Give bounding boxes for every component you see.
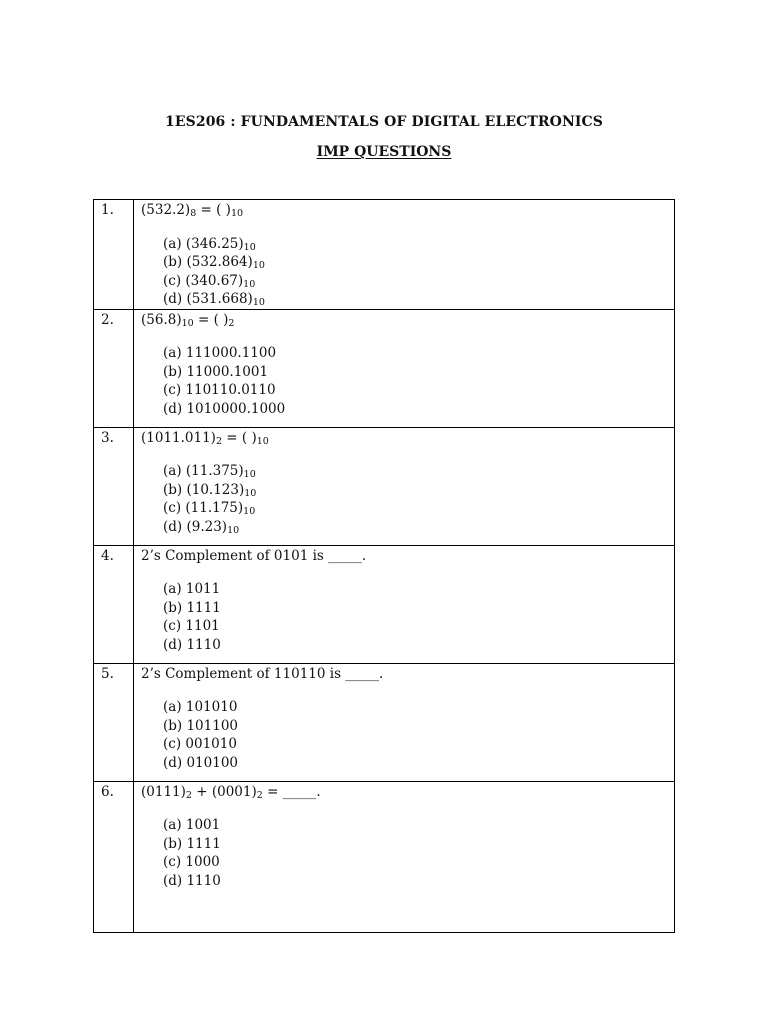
option-a: (a) $(346.25)_{10}$ [163,235,256,253]
questions-table [93,199,675,933]
option-a: (a) 101010 [163,699,238,715]
option-d: (d) 1110 [163,636,221,653]
question-stem: $(1011.011)_2$ = ( )$_{10}$ [141,429,269,447]
question-body [134,200,675,310]
option-a: (a) 1011 [163,581,221,597]
option-a: (a) 1001 [163,817,221,833]
option-c: (c) 1101 [163,618,220,634]
option-d: (d) $(9.23)_{10}$ [163,518,240,536]
document-title: 1ES206 : FUNDAMENTALS OF DIGITAL ELECTRONICS [165,114,603,130]
question-stem: 2’s Complement of 110110 is _____. [141,665,384,682]
question-body [134,309,675,427]
option-d: (d) $(531.668)_{10}$ [163,291,265,308]
question-row [94,427,675,545]
option-b: (b) $(532.864)_{10}$ [163,254,265,271]
document-subtitle [0,144,768,160]
question-row [94,545,675,663]
question-number: 4. [94,545,134,663]
question-body [134,545,675,663]
question-body [134,663,675,781]
question-row [94,200,675,310]
question-stem: $(56.8)_{10}$ = ( )$_2$ [141,311,235,329]
question-row [94,309,675,427]
question-row [94,663,675,781]
option-b: (b) $(10.123)_{10}$ [163,481,257,499]
question-stem: $(0111)_2 + (0001)_2$ = _____. [141,783,321,801]
question-number: 6. [94,781,134,932]
option-c: (c) 110110.0110 [163,382,276,398]
question-stem: $(532.2)_8$ = ( )$_{10}$ [141,202,244,219]
question-number: 3. [94,427,134,545]
question-number: 5. [94,663,134,781]
question-body [134,781,675,932]
option-a: (a) 111000.1100 [163,345,277,361]
option-c: (c) 1000 [163,854,220,870]
question-number: 1. [94,200,134,310]
option-d: (d) 1010000.1000 [163,400,286,417]
option-c: (c) $(11.175)_{10}$ [163,500,256,517]
question-body [134,427,675,545]
option-b: (b) 1111 [163,835,221,852]
option-c: (c) 001010 [163,736,237,752]
option-b: (b) 101100 [163,717,239,734]
option-b: (b) 1111 [163,599,221,616]
option-b: (b) 11000.1001 [163,363,269,380]
subtitle-text: IMP QUESTIONS [316,144,452,160]
option-c: (c) $(340.67)_{10}$ [163,272,256,290]
question-stem: 2’s Complement of 0101 is _____. [141,547,367,564]
option-d: (d) 010100 [163,754,239,771]
question-row [94,781,675,932]
option-d: (d) 1110 [163,872,221,889]
option-a: (a) $(11.375)_{10}$ [163,463,256,480]
question-number: 2. [94,309,134,427]
